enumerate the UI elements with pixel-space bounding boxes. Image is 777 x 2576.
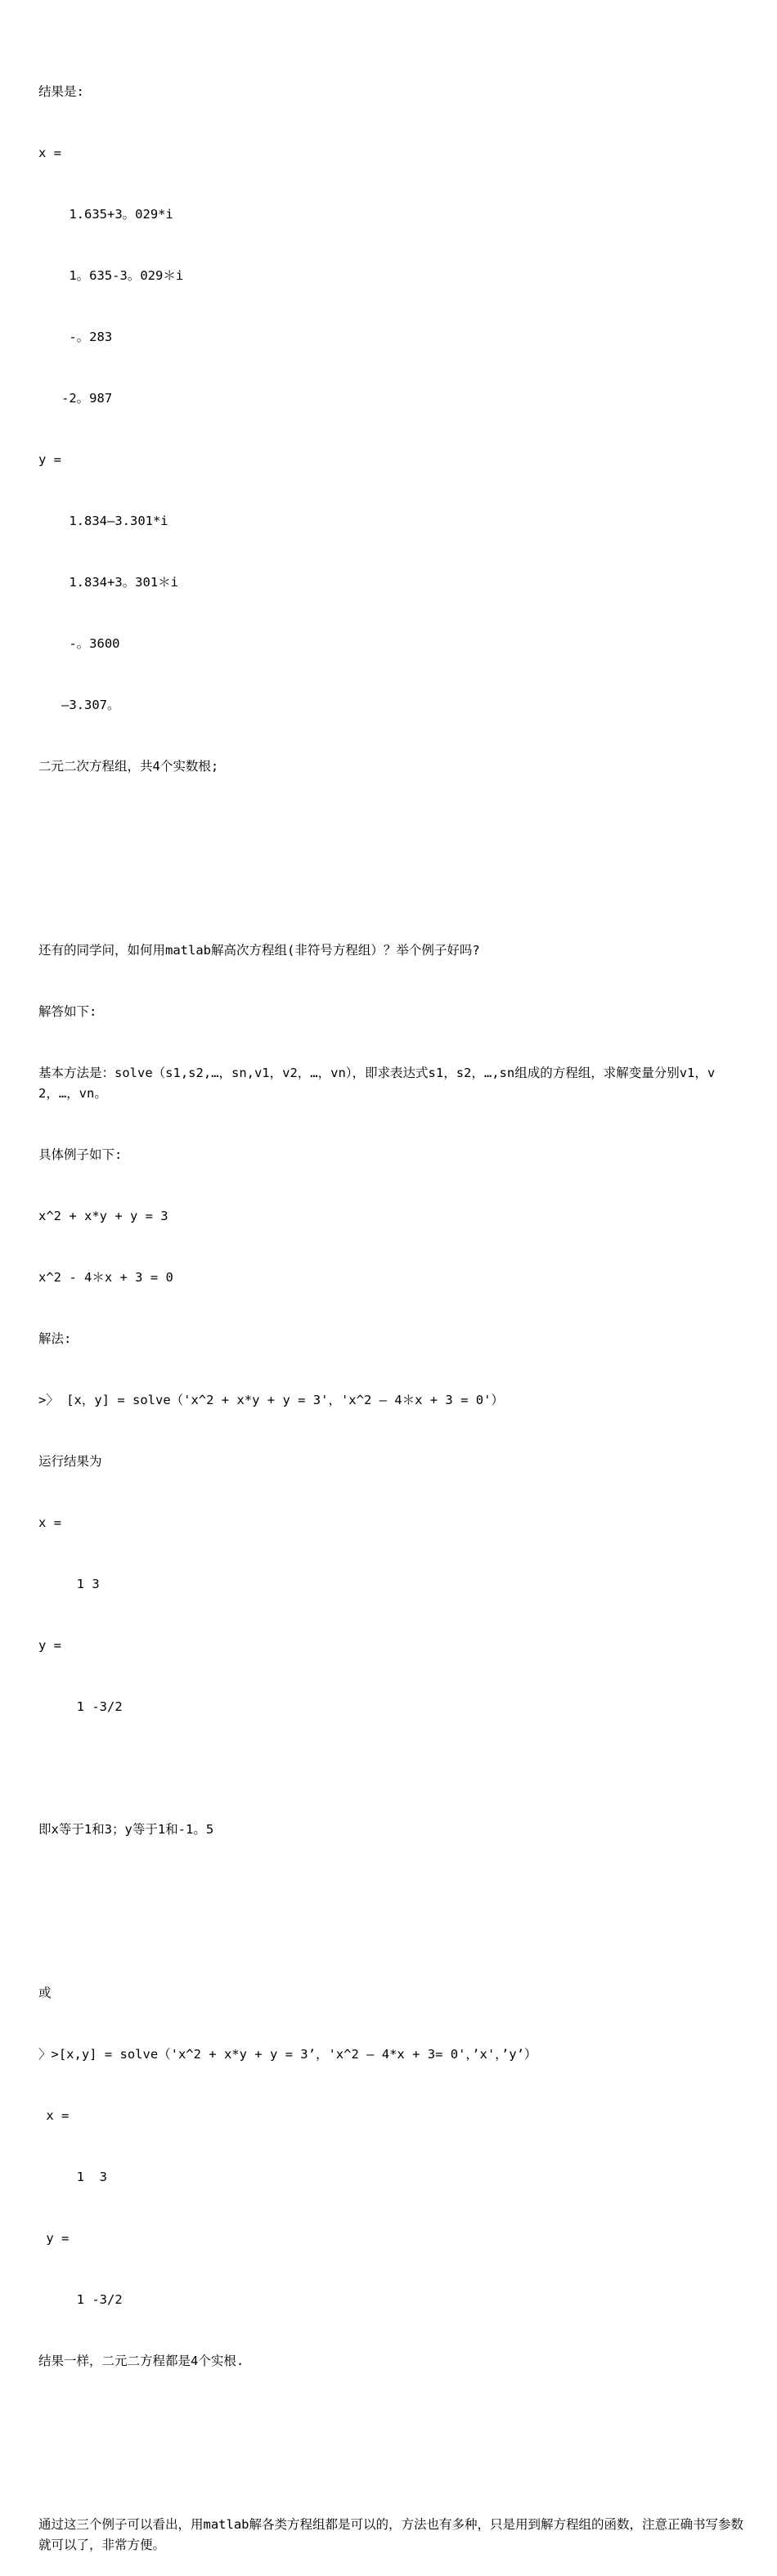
or-label: 或 (38, 1986, 52, 2000)
x-value-4: -2。987 (38, 391, 113, 406)
question: 还有的同学问，如何用matlab解高次方程组(非符号方程组）？举个例子好吗? (38, 943, 480, 958)
x-result-2: 1 3 (38, 1577, 100, 1591)
x-label-2: x = (38, 1515, 61, 1530)
equation-1: x^2 + x*y + y = 3 (38, 1209, 168, 1223)
y-label-3: y = (38, 2231, 70, 2246)
y-value-2: 1.834+3。301＊i (38, 575, 178, 590)
y-value-1: 1.834—3.301*i (38, 514, 168, 528)
example-label: 具体例子如下: (38, 1147, 123, 1162)
solve-command-2: 〉>[x,y] = solve（'x^2 + x*y + y = 3’，'x^2 — 4*x + 3= 0'，’x'，’y’） (38, 2047, 537, 2062)
answer-label: 解答如下: (38, 1004, 97, 1019)
method-description: 基本方法是：solve（s1,s2,…，sn,v1，v2，…，vn），即求表达式s1，s2，…,sn组成的方程组，求解变量分别v1，v2，…，vn。 (38, 1066, 716, 1101)
x-result-3: 1 3 (38, 2170, 107, 2184)
equation-2: x^2 - 4＊x + 3 = 0 (38, 1270, 173, 1285)
spacer (38, 1901, 750, 1922)
y-label: y = (38, 452, 61, 467)
x-label-3: x = (38, 2108, 70, 2123)
y-result-3: 1 -3/2 (38, 2292, 123, 2307)
run-result-label: 运行结果为 (38, 1454, 102, 1469)
y-value-3: -。3600 (38, 636, 120, 651)
spacer (38, 1758, 750, 1779)
y-label-2: y = (38, 1638, 61, 1653)
result-meaning: 即x等于1和3；y等于1和-1。5 (38, 1822, 214, 1837)
x-value-2: 1。635-3。029＊i (38, 268, 184, 283)
solution-label: 解法: (38, 1331, 72, 1346)
conclusion-1: 二元二次方程组，共4个实数根; (38, 759, 219, 774)
x-label: x = (38, 146, 61, 160)
summary: 通过这三个例子可以看出，用matlab解各类方程组都是可以的，方法也有多种，只是用到解方程组的函数，注意正确书写参数就可以了，非常方便。 (38, 2517, 743, 2552)
x-value-1: 1.635+3。029*i (38, 207, 173, 222)
spacer (38, 2433, 750, 2453)
document-page (38, 41, 750, 2576)
spacer (38, 838, 750, 879)
y-value-4: —3.307。 (38, 698, 120, 712)
result-label: 结果是: (38, 84, 84, 99)
y-result-2: 1 -3/2 (38, 1699, 123, 1714)
solve-command-1: >〉 [x，y] = solve（'x^2 + x*y + y = 3'，'x^2 — 4＊x + 3 = 0'） (38, 1393, 504, 1407)
x-value-3: -。283 (38, 330, 113, 344)
conclusion-3: 结果一样，二元二方程都是4个实根. (38, 2354, 245, 2368)
